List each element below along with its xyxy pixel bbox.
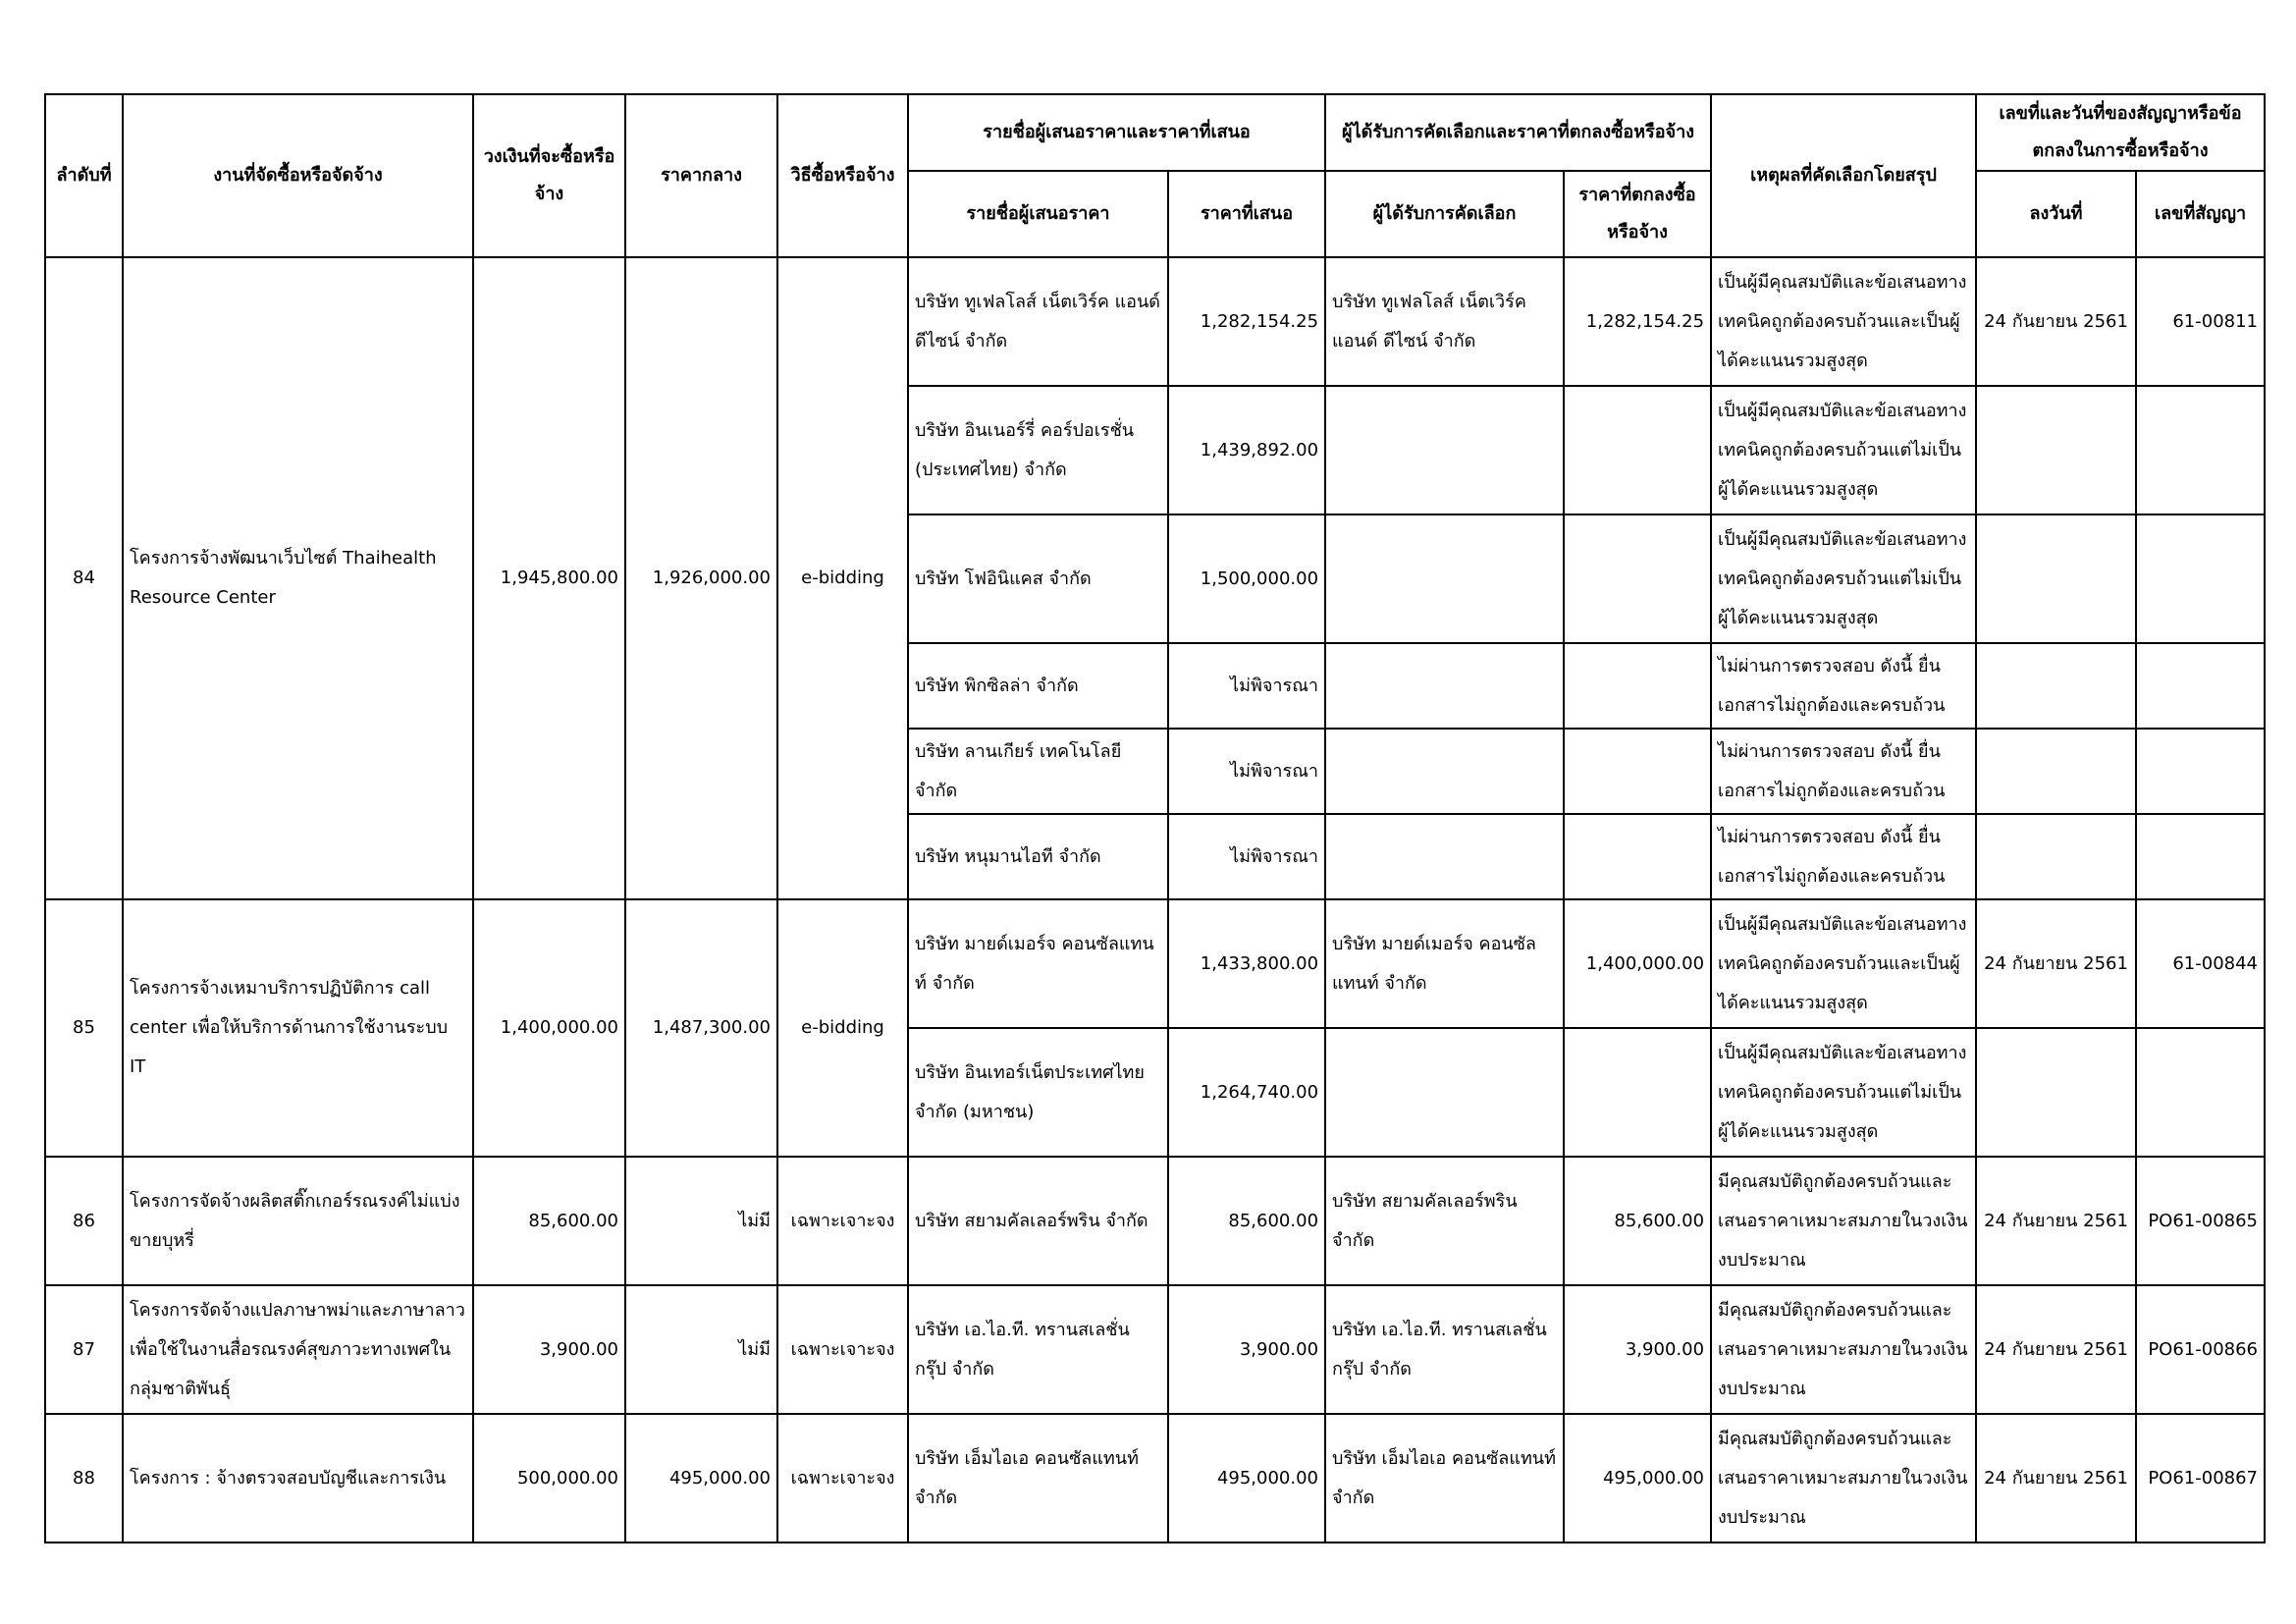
winner-name [1325,729,1564,814]
winner-name [1325,814,1564,899]
selection-reason: เป็นผู้มีคุณสมบัติและข้อเสนอทางเทคนิคถูกต้องครบถ้วนแต่ไม่เป็นผู้ได้คะแนนรวมสูงสุด [1711,1028,1976,1157]
item-number: 85 [45,899,123,1157]
item-number: 84 [45,257,123,899]
procurement-method: e-bidding [777,899,908,1157]
agreed-price [1564,729,1711,814]
procurement-method: เฉพาะเจาะจง [777,1157,908,1285]
agreed-price [1564,514,1711,643]
selection-reason: มีคุณสมบัติถูกต้องครบถ้วนและเสนอราคาเหมาะสมภายในวงเงินงบประมาณ [1711,1414,1976,1543]
selection-reason: เป็นผู้มีคุณสมบัติและข้อเสนอทางเทคนิคถูกต้องครบถ้วนและเป็นผู้ได้คะแนนรวมสูงสุด [1711,899,1976,1028]
contract-date: 24 กันยายน 2561 [1976,899,2136,1028]
agreed-price [1564,1028,1711,1157]
header-contract-date: ลงวันที่ [1976,171,2136,257]
bidder-name: บริษัท มายด์เมอร์จ คอนซัลแทนท์ จำกัด [908,899,1168,1028]
selection-reason: เป็นผู้มีคุณสมบัติและข้อเสนอทางเทคนิคถูกต้องครบถ้วนแต่ไม่เป็นผู้ได้คะแนนรวมสูงสุด [1711,514,1976,643]
selection-reason: ไม่ผ่านการตรวจสอบ ดังนี้ ยื่นเอกสารไม่ถูกต้องและครบถ้วน [1711,814,1976,899]
project-name: โครงการจ้างพัฒนาเว็บไซต์ Thaihealth Resource Center [123,257,473,899]
bid-price: 1,500,000.00 [1168,514,1325,643]
selection-reason: เป็นผู้มีคุณสมบัติและข้อเสนอทางเทคนิคถูกต้องครบถ้วนและเป็นผู้ได้คะแนนรวมสูงสุด [1711,257,1976,386]
bidder-name: บริษัท เอ.ไอ.ที. ทรานสเลชั่น กรุ๊ป จำกัด [908,1285,1168,1414]
header-method: วิธีซื้อหรือจ้าง [777,94,908,257]
project-name: โครงการ : จ้างตรวจสอบบัญชีและการเงิน [123,1414,473,1543]
table-row [45,257,2265,386]
contract-date: 24 กันยายน 2561 [1976,1157,2136,1285]
agreed-price: 3,900.00 [1564,1285,1711,1414]
selection-reason: ไม่ผ่านการตรวจสอบ ดังนี้ ยื่นเอกสารไม่ถูกต้องและครบถ้วน [1711,729,1976,814]
bid-price: 495,000.00 [1168,1414,1325,1543]
project-name: โครงการจัดจ้างผลิตสติ๊กเกอร์รณรงค์ไม่แบ่งขายบุหรี่ [123,1157,473,1285]
bidder-name: บริษัท สยามคัลเลอร์พริน จำกัด [908,1157,1168,1285]
bidder-name: บริษัท เอ็มไอเอ คอนซัลแทนท์ จำกัด [908,1414,1168,1543]
procurement-method: เฉพาะเจาะจง [777,1285,908,1414]
header-agreed-price: ราคาที่ตกลงซื้อหรือจ้าง [1564,171,1711,257]
item-number: 86 [45,1157,123,1285]
winner-name: บริษัท มายด์เมอร์จ คอนซัลแทนท์ จำกัด [1325,899,1564,1028]
bidder-name: บริษัท หนุมานไอที จำกัด [908,814,1168,899]
contract-number: PO61-00867 [2136,1414,2265,1543]
header-budget: วงเงินที่จะซื้อหรือจ้าง [473,94,625,257]
winner-name: บริษัท เอ.ไอ.ที. ทรานสเลชั่น กรุ๊ป จำกัด [1325,1285,1564,1414]
bid-price: 1,264,740.00 [1168,1028,1325,1157]
item-number: 87 [45,1285,123,1414]
selection-reason: มีคุณสมบัติถูกต้องครบถ้วนและเสนอราคาเหมาะสมภายในวงเงินงบประมาณ [1711,1285,1976,1414]
bid-price: ไม่พิจารณา [1168,814,1325,899]
header-contract-no: เลขที่สัญญา [2136,171,2265,257]
contract-date [1976,643,2136,729]
header-no: ลำดับที่ [45,94,123,257]
header-bidders-group: รายชื่อผู้เสนอราคาและราคาที่เสนอ [908,94,1325,171]
agreed-price: 85,600.00 [1564,1157,1711,1285]
bidder-name: บริษัท อินเนอร์รี่ คอร์ปอเรชั่น (ประเทศไทย) จำกัด [908,386,1168,514]
median-price: 495,000.00 [625,1414,777,1543]
winner-name [1325,386,1564,514]
agreed-price: 1,282,154.25 [1564,257,1711,386]
contract-number: PO61-00865 [2136,1157,2265,1285]
agreed-price [1564,814,1711,899]
bidder-name: บริษัท ลานเกียร์ เทคโนโลยี จำกัด [908,729,1168,814]
bid-price: ไม่พิจารณา [1168,729,1325,814]
contract-date [1976,1028,2136,1157]
contract-number [2136,514,2265,643]
bidder-name: บริษัท พิกซิลล่า จำกัด [908,643,1168,729]
budget-amount: 3,900.00 [473,1285,625,1414]
bid-price: 85,600.00 [1168,1157,1325,1285]
header-winner-name: ผู้ได้รับการคัดเลือก [1325,171,1564,257]
contract-date [1976,386,2136,514]
contract-date [1976,729,2136,814]
contract-number: 61-00811 [2136,257,2265,386]
procurement-method: e-bidding [777,257,908,899]
contract-number [2136,386,2265,514]
agreed-price: 1,400,000.00 [1564,899,1711,1028]
contract-number: 61-00844 [2136,899,2265,1028]
winner-name: บริษัท สยามคัลเลอร์พริน จำกัด [1325,1157,1564,1285]
table-row [45,1285,2265,1414]
winner-name: บริษัท ทูเฟลโลส์ เน็ตเวิร์ค แอนด์ ดีไซน์ จำกัด [1325,257,1564,386]
project-name: โครงการจัดจ้างแปลภาษาพม่าและภาษาลาวเพื่อใช้ในงานสื่อรณรงค์สุขภาวะทางเพศในกลุ่มชาติพันธุ์ [123,1285,473,1414]
bidder-name: บริษัท โฟอินิแคส จำกัด [908,514,1168,643]
budget-amount: 500,000.00 [473,1414,625,1543]
contract-number [2136,1028,2265,1157]
header-bidder-name: รายชื่อผู้เสนอราคา [908,171,1168,257]
median-price: ไม่มี [625,1157,777,1285]
contract-number: PO61-00866 [2136,1285,2265,1414]
agreed-price [1564,386,1711,514]
winner-name [1325,1028,1564,1157]
procurement-table [44,93,2266,1543]
selection-reason: มีคุณสมบัติถูกต้องครบถ้วนและเสนอราคาเหมาะสมภายในวงเงินงบประมาณ [1711,1157,1976,1285]
contract-number [2136,729,2265,814]
bid-price: 1,282,154.25 [1168,257,1325,386]
contract-date: 24 กันยายน 2561 [1976,1285,2136,1414]
contract-date [1976,514,2136,643]
agreed-price [1564,643,1711,729]
item-number: 88 [45,1414,123,1543]
table-body [45,257,2265,1543]
header-bid-price: ราคาที่เสนอ [1168,171,1325,257]
median-price: ไม่มี [625,1285,777,1414]
bidder-name: บริษัท ทูเฟลโลส์ เน็ตเวิร์ค แอนด์ ดีไซน์ จำกัด [908,257,1168,386]
budget-amount: 1,400,000.00 [473,899,625,1157]
project-name: โครงการจ้างเหมาบริการปฏิบัติการ call center เพื่อให้บริการด้านการใช้งานระบบ IT [123,899,473,1157]
header-contract-group: เลขที่และวันที่ของสัญญาหรือข้อตกลงในการซื้อหรือจ้าง [1976,94,2265,171]
selection-reason: ไม่ผ่านการตรวจสอบ ดังนี้ ยื่นเอกสารไม่ถูกต้องและครบถ้วน [1711,643,1976,729]
table-row [45,1157,2265,1285]
budget-amount: 1,945,800.00 [473,257,625,899]
contract-date: 24 กันยายน 2561 [1976,257,2136,386]
procurement-method: เฉพาะเจาะจง [777,1414,908,1543]
bidder-name: บริษัท อินเทอร์เน็ตประเทศไทย จำกัด (มหาชน) [908,1028,1168,1157]
table-row [45,1414,2265,1543]
contract-date: 24 กันยายน 2561 [1976,1414,2136,1543]
winner-name [1325,643,1564,729]
median-price: 1,926,000.00 [625,257,777,899]
selection-reason: เป็นผู้มีคุณสมบัติและข้อเสนอทางเทคนิคถูกต้องครบถ้วนแต่ไม่เป็นผู้ได้คะแนนรวมสูงสุด [1711,386,1976,514]
bid-price: 3,900.00 [1168,1285,1325,1414]
header-winner-group: ผู้ได้รับการคัดเลือกและราคาที่ตกลงซื้อหรือจ้าง [1325,94,1711,171]
contract-number [2136,814,2265,899]
table-row [45,899,2265,1028]
contract-date [1976,814,2136,899]
median-price: 1,487,300.00 [625,899,777,1157]
budget-amount: 85,600.00 [473,1157,625,1285]
agreed-price: 495,000.00 [1564,1414,1711,1543]
winner-name [1325,514,1564,643]
winner-name: บริษัท เอ็มไอเอ คอนซัลแทนท์ จำกัด [1325,1414,1564,1543]
bid-price: ไม่พิจารณา [1168,643,1325,729]
header-median: ราคากลาง [625,94,777,257]
contract-number [2136,643,2265,729]
header-reason: เหตุผลที่คัดเลือกโดยสรุป [1711,94,1976,257]
bid-price: 1,439,892.00 [1168,386,1325,514]
header-project: งานที่จัดซื้อหรือจัดจ้าง [123,94,473,257]
bid-price: 1,433,800.00 [1168,899,1325,1028]
